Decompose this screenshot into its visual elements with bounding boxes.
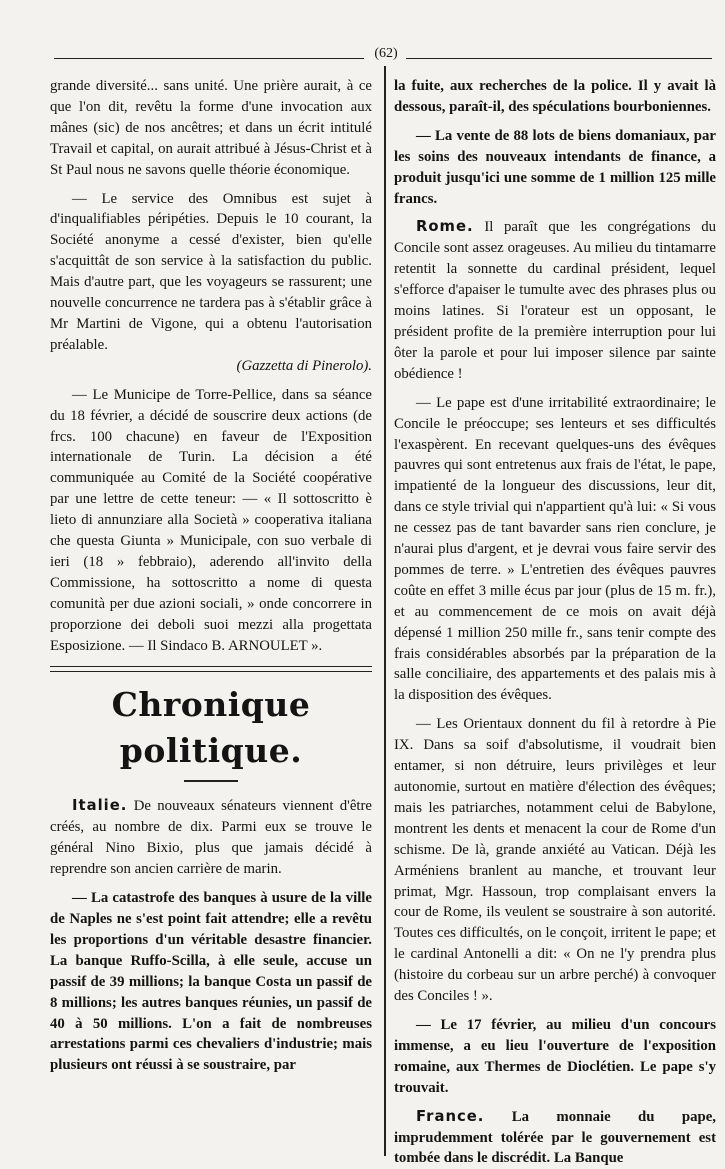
right-paragraph-1: la fuite, aux recherches de la police. Il y avait là dessous, paraît-il, des spéculations bourboniennes. bbox=[394, 78, 716, 115]
column-divider bbox=[384, 66, 386, 1156]
left-paragraph-italie bbox=[50, 796, 372, 880]
section-separator bbox=[50, 666, 372, 672]
right-paragraph-orientaux: — Les Orientaux donnent du fil à retordre à Pie IX. Dans sa soif d'absolutisme, il voudrait bien entamer, si non détruire, leurs privilèges et leur autonomie, surtout en matière d'élection des évêques; mais les patriarches, notamment celui de Babylone, montrent les dents et menacent la cour de Rome d'un schisme. De là, grande anxiété au Vatican. Déjà les Arméniens branlent au manche, et trouvant leur primat, Mgr. Hassoun, trop complaisant envers la cour de Rome, ils veulent se soustraire à son autorité. Toutes ces difficultés, on le conçoit, irritent le pape; et le cardinal Antonelli a dit: « On ne l'y prendra plus (histoire du corbeau sur un arbre perché) à convoquer des Conciles ! ». bbox=[394, 716, 716, 1005]
gazzetta-credit: (Gazzetta di Pinerolo). bbox=[236, 357, 372, 374]
right-paragraph-biens: — La vente de 88 lots de biens domaniaux, par les soins des nouveaux intendants de finance, a produit jusqu'ici une somme de 1 million 125 mille francs. bbox=[394, 127, 716, 207]
right-paragraph-rome bbox=[394, 217, 716, 384]
right-paragraph-exposition: — Le 17 février, au milieu d'un concours immense, a eu lieu l'ouverture de l'exposition romaine, aux Thermes de Dioclétien. Le pape s'y trouvait. bbox=[394, 1016, 716, 1096]
header-rule-right bbox=[406, 58, 712, 59]
right-column bbox=[394, 76, 716, 1169]
left-column bbox=[50, 76, 372, 1076]
country-label-italie: Italie. bbox=[72, 797, 128, 815]
left-paragraph-1: grande diversité... sans unité. Une prière aurait, à ce que l'on dit, revêtu la forme d'une invocation aux mânes (sic) de nos ancêtres; et dans un écrit intitulé Travail et capital, on aurait attribué à Jésus-Christ et à St Paul nous ne savons quelle théorie économique. bbox=[50, 78, 372, 178]
left-paragraph-omnibus: — Le service des Omnibus est sujet à d'inqualifiables péripéties. Depuis le 10 courant, la Société anonyme a cessé d'exister, bien qu'elle s'acquittât de son service à la satisfaction du public. Mais d'autre part, que les voyageurs se rassurent; une nouvelle concurrence ne tardera pas à s'établir grâce à Mr Martini de Vigone, qui a obtenu l'autorisation préalable. bbox=[50, 190, 372, 353]
country-label-rome: Rome. bbox=[416, 218, 474, 236]
left-paragraph-omnibus-credit-line bbox=[50, 356, 372, 377]
title-underline bbox=[184, 780, 238, 782]
right-paragraph-france bbox=[394, 1107, 716, 1169]
section-title: Chronique politique. bbox=[111, 685, 311, 771]
left-paragraph-naples: — La catastrofe des banques à usure de la ville de Naples ne s'est point fait attendre; elle a revêtu les proportions d'un véritable desastre financier. La banque Ruffo-Scilla, à elle seule, accuse un passif de 39 millions; la banque Costa un passif de 8 millions; les autres banques réunies, un passif de 40 à 50 millions. L'on a fait de nombreuses arrestations parmi ces chevaliers d'industrie; mais plusieurs ont réussi à se soustraire, par bbox=[50, 890, 372, 1074]
right-paragraph-pape: — Le pape est d'une irritabilité extraordinaire; le Concile le préoccupe; ses lenteurs et ses difficultés l'exaspèrent. En recevant quelques-uns des évêques pauvres qui sont entretenus aux frais de l'état, le pape, impatienté de la longueur des discussions, leur dit, dans ce style trivial qui n'appartient qu'à lui: « Si vous ne cessez pas de tant bavarder sans rien conclure, je n'aurai plus d'argent, et je devrai vous faire servir des pommes de terre. » L'entretien des évêques pauvres coûte en effet 3 mille écus par jour (plus de 15 m. fr.), et au commencement de ce mois on avait déjà dépensé 1 million 250 mille fr., sans tenir compte des frais considérables absorbés par la préparation de la salle conciliaire, des appartements et des palais mis à la disposition des évêques. bbox=[394, 394, 716, 704]
rome-text: Il paraît que les congrégations du Concile sont assez orageuses. Au milieu du tintamarre retentit la sonnette du cardinal président, lequel s'efforce d'apaiser le tumulte avec des phrases plus ou moins latines. Si l'orateur est un opposant, le président profite de la première interruption pour lui ôter la parole et pour lui imposer silence par sainte obédience ! bbox=[394, 219, 716, 382]
header-rule-left bbox=[54, 58, 364, 59]
italie-text: De nouveaux sénateurs viennent d'être créés, au nombre de dix. Parmi eux se trouve le général Nino Bixio, plus que jamais décidé à reprendre son ancien carrière de marin. bbox=[50, 798, 372, 878]
page-number: (62) bbox=[374, 46, 398, 61]
left-paragraph-municipe: — Le Municipe de Torre-Pellice, dans sa séance du 18 février, a décidé de souscrire deux actions (de frcs. 100 chacune) en faveur de l'Exposition internationale de Turin. La décision a été communiquée au Comité de la Société coopérative par une lettre de cette teneur: — « Il sottoscritto è lieto di annunziare alla Società » cooperativa italiana che questa Giunta » Municipale, con suo verbale di ieri (18 » febbraio), aderendo all'invito della Commissione, ha sottoscritto a nome di questa comunità per due azioni sociali, » onde concorrere in proporzione dei deboli suoi mezzi alla progettata Esposizione. — Il Sindaco B. ARNOULET ». bbox=[50, 386, 372, 654]
page-header bbox=[40, 44, 715, 68]
country-label-france: France. bbox=[416, 1107, 485, 1125]
france-text: La monnaie du pape, imprudemment tolérée par le gouvernement est tombée dans le discrédit. La Banque bbox=[394, 1108, 716, 1167]
